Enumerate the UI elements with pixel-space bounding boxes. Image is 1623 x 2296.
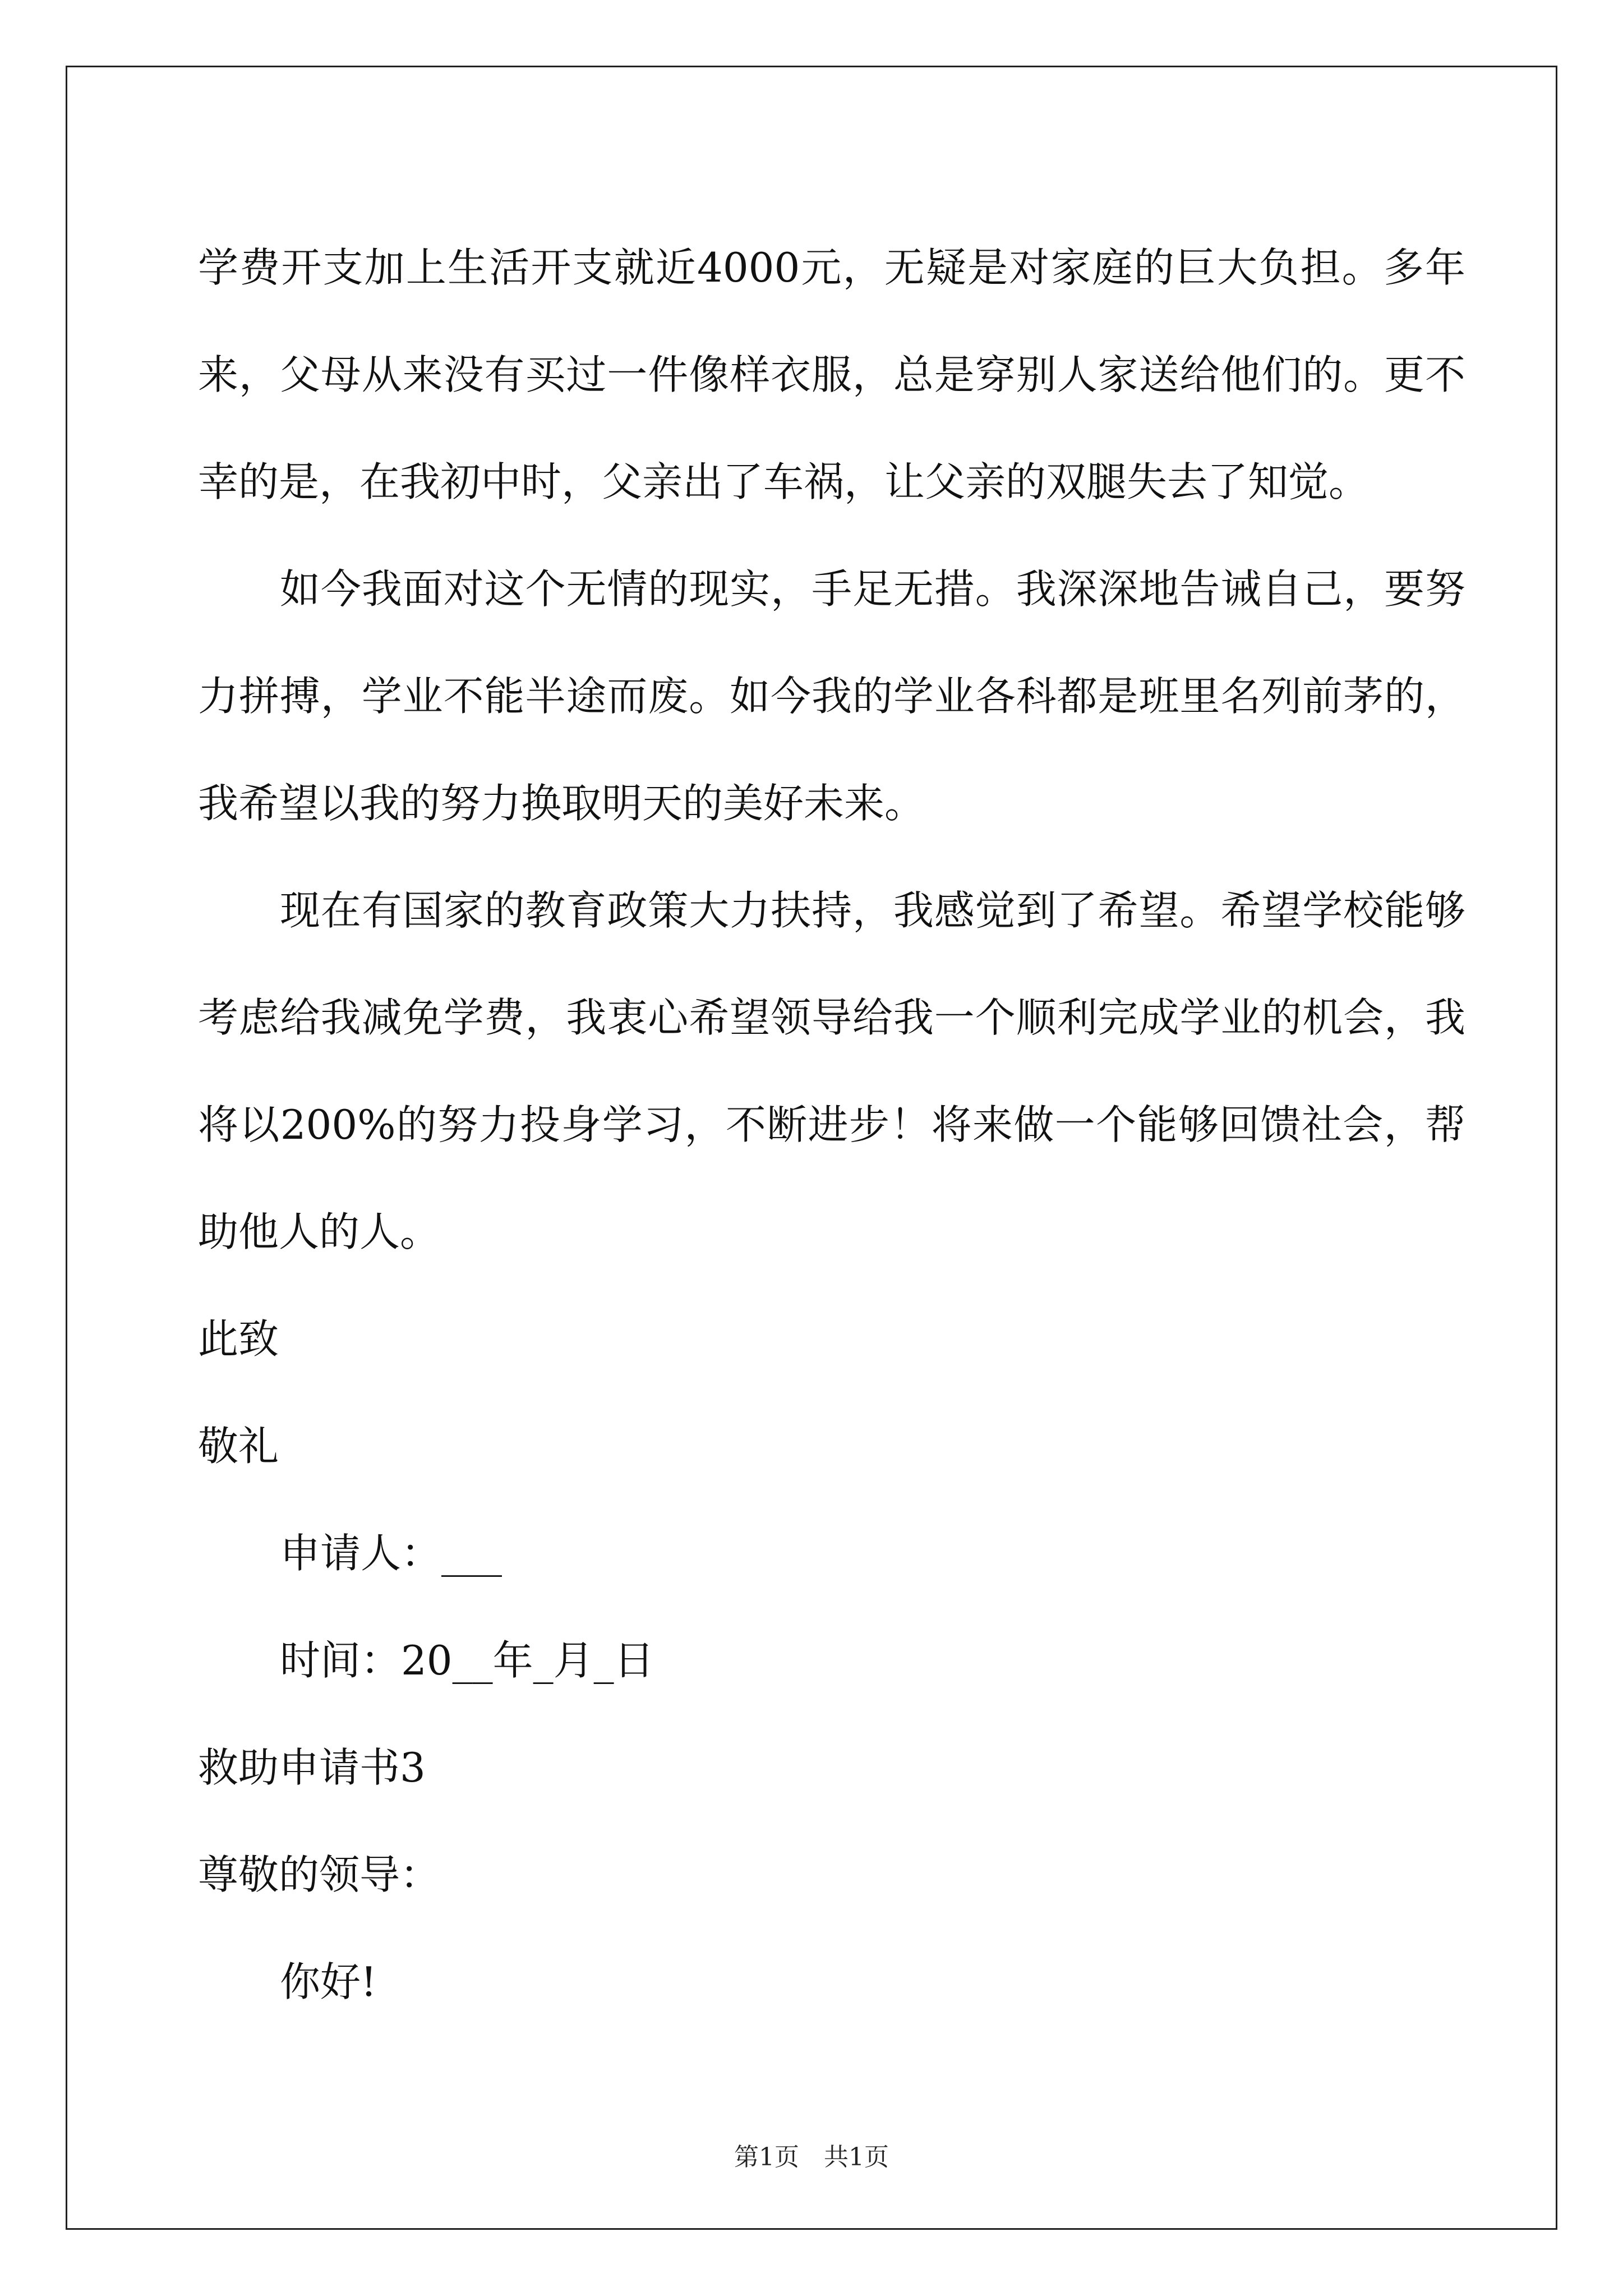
document-body [198, 214, 1465, 2036]
closing-jingli: 敬礼 [198, 1423, 279, 1470]
page-footer: 第1页 共1页 [734, 2143, 889, 2171]
paragraph-request: 现在有国家的教育政策大力扶持，我感觉到了希望。希望学校能够考虑给我减免学费，我衷心希望领导给我一个顺利完成学业的机会，我将以200%的努力投身学习，不断进步！将来做一个能够回馈社会，帮助他人的人。 [198, 887, 1465, 1255]
salutation: 尊敬的领导： [198, 1851, 441, 1898]
applicant-line: 申请人：___ [280, 1530, 502, 1577]
paragraph-family-burden: 学费开支加上生活开支就近4000元，无疑是对家庭的巨大负担。多年来，父母从来没有买过一件像样衣服，总是穿别人家送给他们的。更不幸的是，在我初中时，父亲出了车祸，让父亲的双腿失去了知觉。 [198, 244, 1465, 505]
date-line: 时间：20__年_月_日 [280, 1637, 654, 1684]
next-letter-title: 救助申请书3 [198, 1744, 426, 1791]
paragraph-determination: 如今我面对这个无情的现实，手足无措。我深深地告诫自己，要努力拼搏，学业不能半途而废。如今我的学业各科都是班里名列前茅的，我希望以我的努力换取明天的美好未来。 [198, 565, 1465, 827]
greeting: 你好! [280, 1958, 377, 2005]
closing-cizhi: 此致 [198, 1315, 279, 1363]
